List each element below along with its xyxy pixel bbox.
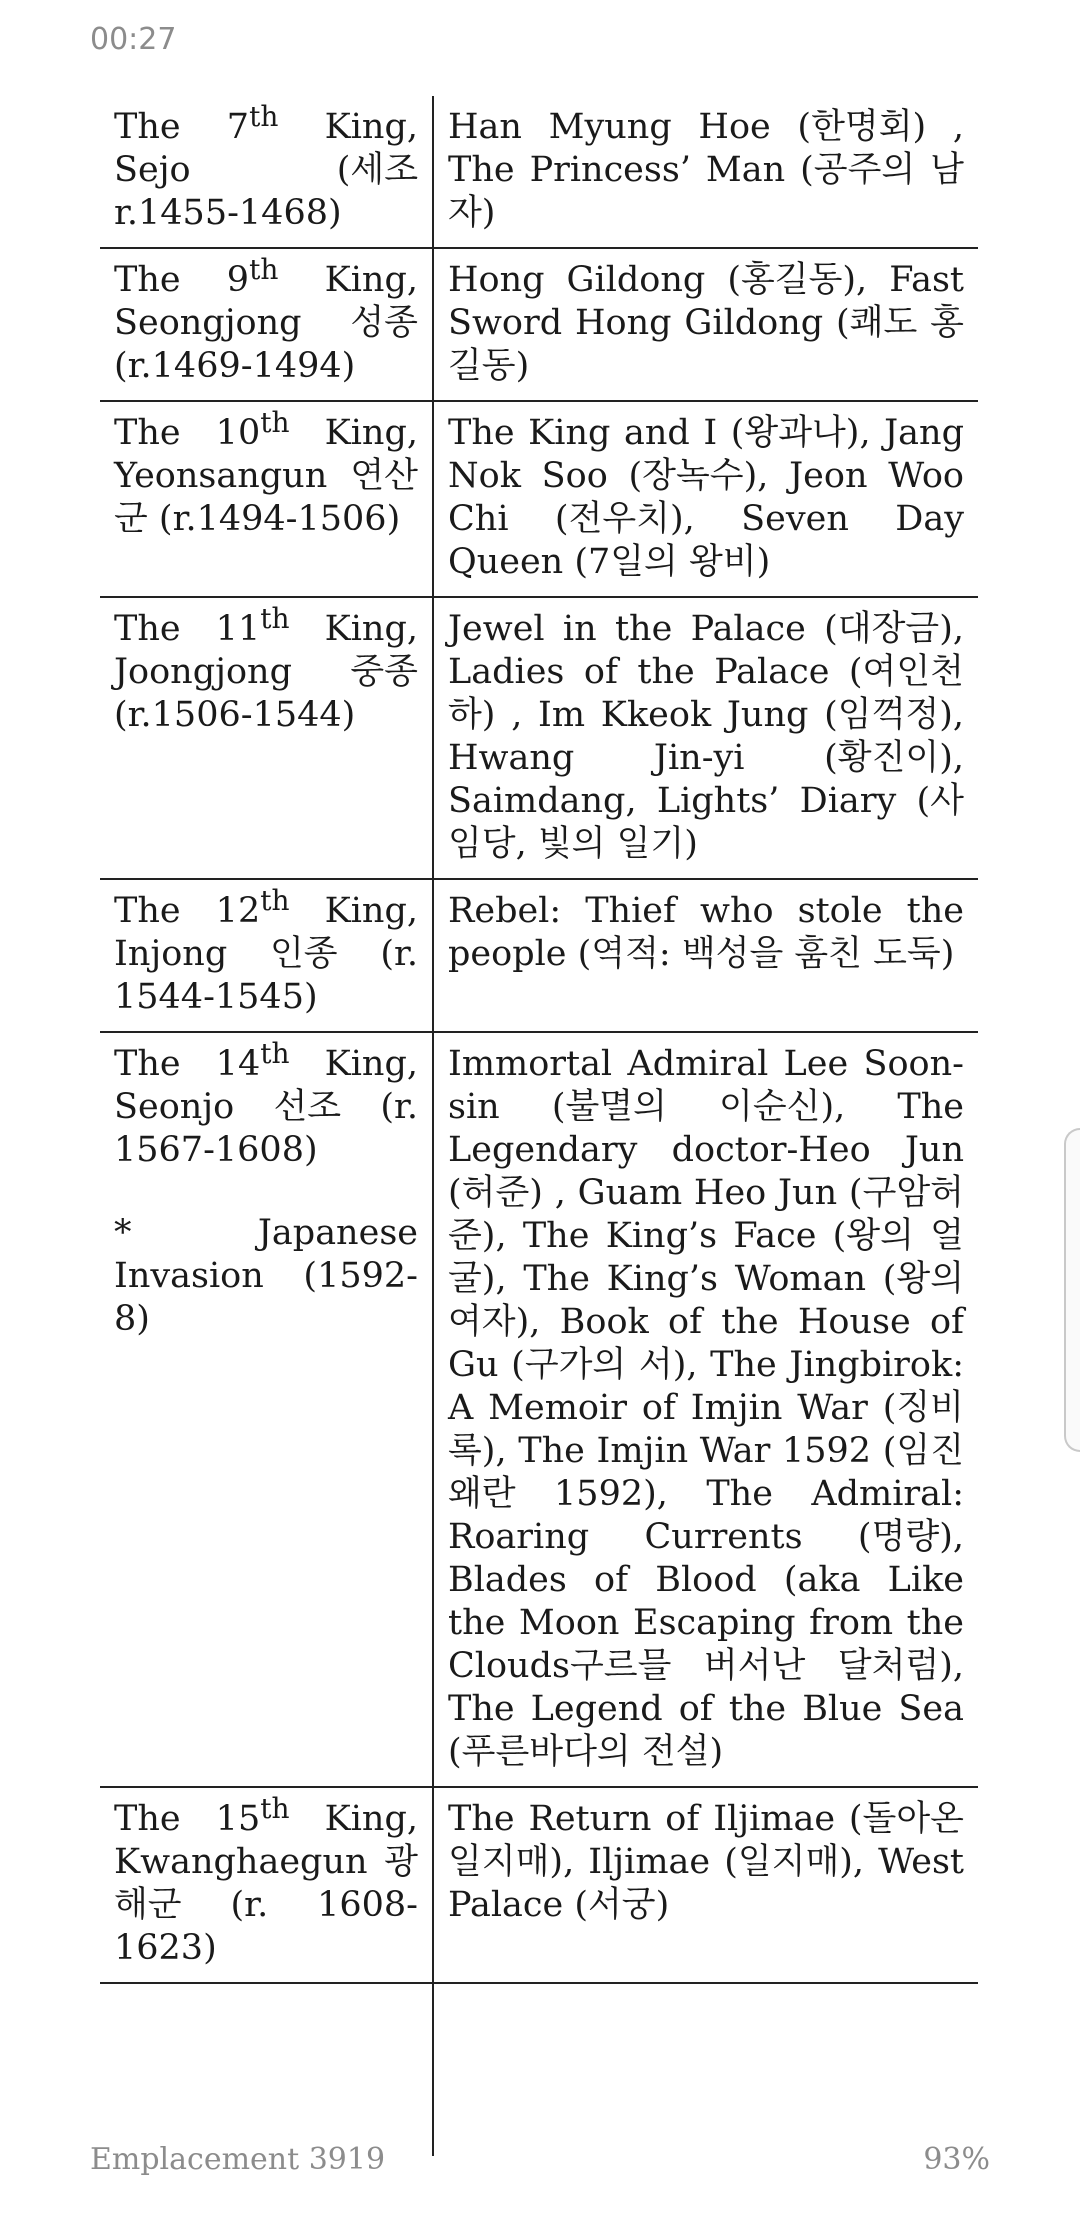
status-time: 00:27 bbox=[90, 22, 177, 57]
king-reign: King, Seonjo 선조 (r. 1567-1608) bbox=[114, 1044, 418, 1170]
ordinal-suffix: th bbox=[260, 602, 290, 635]
table-row bbox=[100, 96, 978, 248]
table-row bbox=[100, 401, 978, 597]
king-reign: King, Injong 인종 (r. 1544-1545) bbox=[114, 891, 418, 1017]
ordinal-suffix: th bbox=[249, 100, 279, 133]
table-row bbox=[100, 1787, 978, 1983]
drama-list: Han Myung Hoe (한명회) , The Princess’ Man (공주의 남자) bbox=[433, 96, 978, 248]
ordinal-suffix: th bbox=[260, 1037, 290, 1070]
king-cell bbox=[100, 597, 433, 879]
king-name: The 7 bbox=[114, 107, 250, 147]
table-row bbox=[100, 597, 978, 879]
king-cell bbox=[100, 248, 433, 401]
king-cell bbox=[100, 401, 433, 597]
ordinal-suffix: th bbox=[260, 1792, 290, 1825]
table-row bbox=[100, 879, 978, 1032]
drama-list: Rebel: Thief who stole the people (역적: 백성을 훔친 도둑) bbox=[433, 879, 978, 1032]
reading-location: Emplacement 3919 bbox=[90, 2142, 386, 2177]
ordinal-suffix: th bbox=[260, 406, 290, 439]
king-reign: King, Yeonsangun 연산군 (r.1494-1506) bbox=[114, 413, 418, 539]
king-name: The 14 bbox=[114, 1044, 261, 1084]
side-panel-handle[interactable] bbox=[1064, 1128, 1080, 1452]
king-name: The 10 bbox=[114, 413, 261, 453]
reading-progress: 93% bbox=[923, 2142, 990, 2177]
reign-drama-table bbox=[100, 96, 978, 2156]
table-row bbox=[100, 248, 978, 401]
king-cell bbox=[100, 1983, 433, 2156]
king-cell bbox=[100, 879, 433, 1032]
drama-list: Immortal Admiral Lee Soon-sin (불멸의 이순신), The Legendary doctor-Heo Jun (허준) , Guam Heo Jun (구암허준), The King’s Face (왕의 얼굴), The King’s Woman (왕의 여자), Book of the House of Gu (구가의 서), The Jingbirok: A Memoir of Imjin War (징비록), The Imjin War 1592 (임진왜란 1592), The Admiral: Roaring Currents (명량), Blades of Blood (aka Like the Moon Escaping from the Clouds구르믈 버서난 달처럼), The Legend of the Blue Sea (푸른바다의 전설) bbox=[433, 1032, 978, 1787]
drama-list: Hong Gildong (홍길동), Fast Sword Hong Gildong (쾌도 홍길동) bbox=[433, 248, 978, 401]
drama-list: The King and I (왕과나), Jang Nok Soo (장녹수), Jeon Woo Chi (전우치), Seven Day Queen (7일의 왕비) bbox=[433, 401, 978, 597]
drama-list bbox=[433, 1983, 978, 2156]
king-reign: King, Kwanghaegun 광해군 (r. 1608-1623) bbox=[114, 1799, 418, 1968]
table-row bbox=[100, 1032, 978, 1787]
drama-list: The Return of Iljimae (돌아온 일지매), Iljimae (일지매), West Palace (서궁) bbox=[433, 1787, 978, 1983]
historical-note: * Japanese Invasion (1592-8) bbox=[114, 1213, 418, 1339]
table-row bbox=[100, 1983, 978, 2156]
king-cell bbox=[100, 1032, 433, 1787]
king-cell bbox=[100, 96, 433, 248]
king-name: The 9 bbox=[114, 260, 250, 300]
ordinal-suffix: th bbox=[249, 253, 279, 286]
king-reign: King, Seongjong 성종 (r.1469-1494) bbox=[114, 260, 418, 386]
drama-list: Jewel in the Palace (대장금), Ladies of the Palace (여인천하) , Im Kkeok Jung (임꺽정), Hwang Jin-yi (황진이), Saimdang, Lights’ Diary (사임당, 빛의 일기) bbox=[433, 597, 978, 879]
king-name: The 11 bbox=[114, 609, 261, 649]
king-name: The 12 bbox=[114, 891, 261, 931]
ordinal-suffix: th bbox=[260, 884, 290, 917]
king-name: The 15 bbox=[114, 1799, 261, 1839]
king-cell bbox=[100, 1787, 433, 1983]
king-reign: King, Sejo (세조 r.1455-1468) bbox=[114, 107, 418, 233]
king-reign: King, Joongjong 중종 (r.1506-1544) bbox=[114, 609, 418, 735]
